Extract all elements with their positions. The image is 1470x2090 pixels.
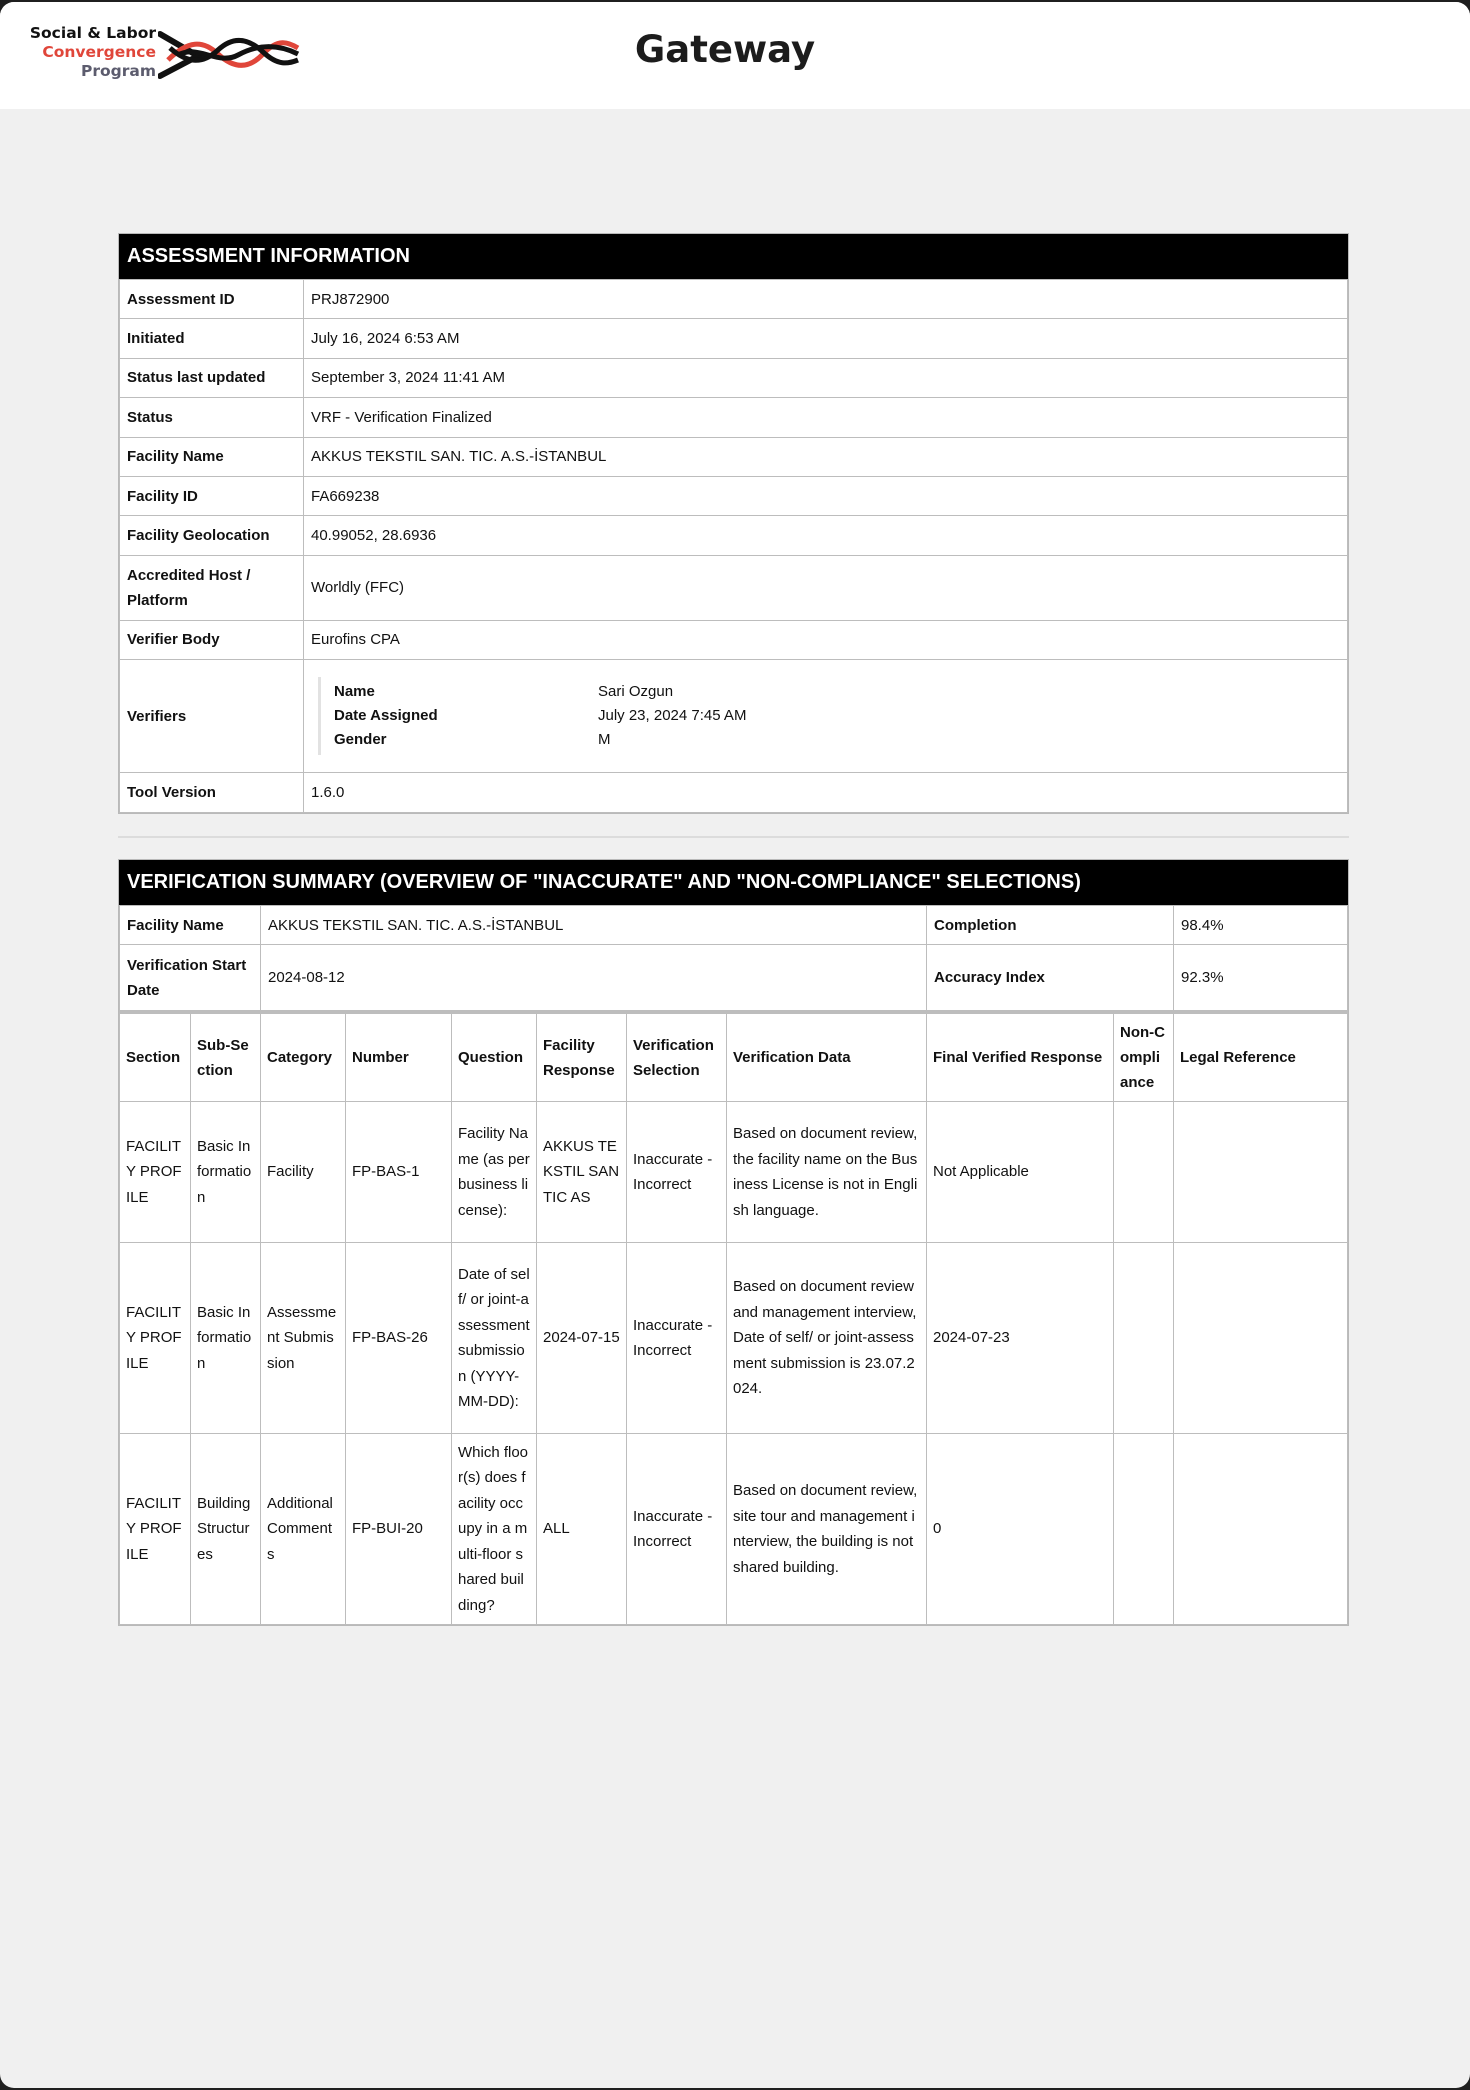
cell-category: Facility — [261, 1102, 346, 1243]
cell-legal-reference — [1174, 1434, 1348, 1625]
col-header: Number — [346, 1013, 452, 1102]
logo-line-1: Social & Labor — [29, 24, 156, 42]
verifier-name-label: Name — [334, 683, 375, 701]
col-header: Section — [120, 1013, 191, 1102]
col-header: Facility Response — [537, 1013, 627, 1102]
cell-non-compliance — [1114, 1102, 1174, 1243]
cell-legal-reference — [1174, 1243, 1348, 1434]
col-header: Question — [452, 1013, 537, 1102]
completion-label: Completion — [927, 906, 1174, 945]
assessment-information-heading: ASSESSMENT INFORMATION — [119, 234, 1348, 279]
verifier-details — [318, 677, 1340, 755]
table-row — [120, 1243, 1348, 1434]
app-title: Gateway — [634, 28, 816, 71]
info-label: Status last updated — [120, 358, 304, 397]
info-row — [120, 358, 1348, 397]
verifier-date: July 23, 2024 7:45 AM — [598, 707, 747, 725]
logo-line-3: Program — [80, 62, 156, 80]
facility-name-value: AKKUS TEKSTIL SAN. TIC. A.S.-İSTANBUL — [261, 906, 927, 945]
info-value: FA669238 — [304, 476, 1348, 515]
cell-number: FP-BUI-20 — [346, 1434, 452, 1625]
cell-subsection: Basic Information — [191, 1102, 261, 1243]
cell-verification-data: Based on document review, site tour and management interview, the building is not shared building. — [727, 1434, 927, 1625]
cell-verification-data: Based on document review and management interview, Date of self/ or joint-assessment submission is 23.07.2024. — [727, 1243, 927, 1434]
cell-legal-reference — [1174, 1102, 1348, 1243]
cell-section: FACILITY PROFILE — [120, 1434, 191, 1625]
col-header: Verification Data — [727, 1013, 927, 1102]
info-label: Facility Geolocation — [120, 516, 304, 555]
cell-final-verified-response: 2024-07-23 — [927, 1243, 1114, 1434]
verification-summary-heading: VERIFICATION SUMMARY (OVERVIEW OF "INACCURATE" AND "NON-COMPLIANCE" SELECTIONS) — [119, 860, 1348, 905]
col-header: Sub-Section — [191, 1013, 261, 1102]
col-header: Legal Reference — [1174, 1013, 1348, 1102]
cell-number: FP-BAS-1 — [346, 1102, 452, 1243]
cell-facility-response: AKKUS TEKSTIL SAN TIC AS — [537, 1102, 627, 1243]
cell-non-compliance — [1114, 1434, 1174, 1625]
info-row — [120, 398, 1348, 437]
info-label: Facility ID — [120, 476, 304, 515]
info-value: PRJ872900 — [304, 280, 1348, 319]
page-frame — [0, 2, 1470, 2088]
verification-summary-table — [118, 859, 1349, 1626]
info-label: Facility Name — [120, 437, 304, 476]
verifiers-row — [120, 660, 1348, 773]
cell-verification-selection: Inaccurate - Incorrect — [627, 1102, 727, 1243]
start-date-value: 2024-08-12 — [261, 945, 927, 1011]
tool-version-value: 1.6.0 — [304, 773, 1348, 812]
info-value: AKKUS TEKSTIL SAN. TIC. A.S.-İSTANBUL — [304, 437, 1348, 476]
table-row — [120, 1102, 1348, 1243]
info-row — [120, 555, 1348, 620]
info-row — [120, 319, 1348, 358]
cell-facility-response: 2024-07-15 — [537, 1243, 627, 1434]
cell-non-compliance — [1114, 1243, 1174, 1434]
cell-question: Which floor(s) does facility occupy in a multi-floor shared building? — [452, 1434, 537, 1625]
cell-section: FACILITY PROFILE — [120, 1102, 191, 1243]
info-value: VRF - Verification Finalized — [304, 398, 1348, 437]
cell-question: Facility Name (as per business license): — [452, 1102, 537, 1243]
summary-header-row — [120, 1013, 1348, 1102]
summary-meta-row — [120, 906, 1348, 945]
info-row — [120, 620, 1348, 659]
table-row — [120, 1434, 1348, 1625]
info-row — [120, 773, 1348, 812]
verifier-gender-label: Gender — [334, 731, 387, 749]
cell-number: FP-BAS-26 — [346, 1243, 452, 1434]
verifier-gender: M — [598, 731, 611, 749]
cell-category: Assessment Submission — [261, 1243, 346, 1434]
cell-subsection: Basic Information — [191, 1243, 261, 1434]
verifier-date-label: Date Assigned — [334, 707, 438, 725]
col-header: Non-Compliance — [1114, 1013, 1174, 1102]
cell-question: Date of self/ or joint-assessment submission (YYYY-MM-DD): — [452, 1243, 537, 1434]
info-label: Accredited Host / Platform — [120, 555, 304, 620]
cell-verification-selection: Inaccurate - Incorrect — [627, 1243, 727, 1434]
cell-verification-data: Based on document review, the facility name on the Business License is not in English language. — [727, 1102, 927, 1243]
tool-version-label: Tool Version — [120, 773, 304, 812]
info-label: Verifier Body — [120, 620, 304, 659]
top-header — [0, 2, 1470, 109]
cell-verification-selection: Inaccurate - Incorrect — [627, 1434, 727, 1625]
col-header: Category — [261, 1013, 346, 1102]
verifier-name: Sari Ozgun — [598, 683, 674, 701]
assessment-information-table — [118, 233, 1349, 814]
info-value: July 16, 2024 6:53 AM — [304, 319, 1348, 358]
start-date-label: Verification Start Date — [120, 945, 261, 1011]
info-value: Eurofins CPA — [304, 620, 1348, 659]
logo-line-2: Convergence — [42, 43, 156, 61]
info-label: Initiated — [120, 319, 304, 358]
info-row — [120, 516, 1348, 555]
info-label: Status — [120, 398, 304, 437]
info-row — [120, 280, 1348, 319]
cell-section: FACILITY PROFILE — [120, 1243, 191, 1434]
summary-meta-row — [120, 945, 1348, 1011]
col-header: Verification Selection — [627, 1013, 727, 1102]
cell-final-verified-response: Not Applicable — [927, 1102, 1114, 1243]
cell-subsection: Building Structures — [191, 1434, 261, 1625]
facility-name-label: Facility Name — [120, 906, 261, 945]
info-value: Worldly (FFC) — [304, 555, 1348, 620]
verifiers-label: Verifiers — [120, 660, 304, 773]
completion-value: 98.4% — [1174, 906, 1348, 945]
col-header: Final Verified Response — [927, 1013, 1114, 1102]
info-row — [120, 437, 1348, 476]
info-value: 40.99052, 28.6936 — [304, 516, 1348, 555]
info-value: September 3, 2024 11:41 AM — [304, 358, 1348, 397]
info-row — [120, 476, 1348, 515]
cell-final-verified-response: 0 — [927, 1434, 1114, 1625]
cell-facility-response: ALL — [537, 1434, 627, 1625]
accuracy-label: Accuracy Index — [927, 945, 1174, 1011]
section-divider — [118, 836, 1349, 838]
cell-category: Additional Comments — [261, 1434, 346, 1625]
accuracy-value: 92.3% — [1174, 945, 1348, 1011]
info-label: Assessment ID — [120, 280, 304, 319]
